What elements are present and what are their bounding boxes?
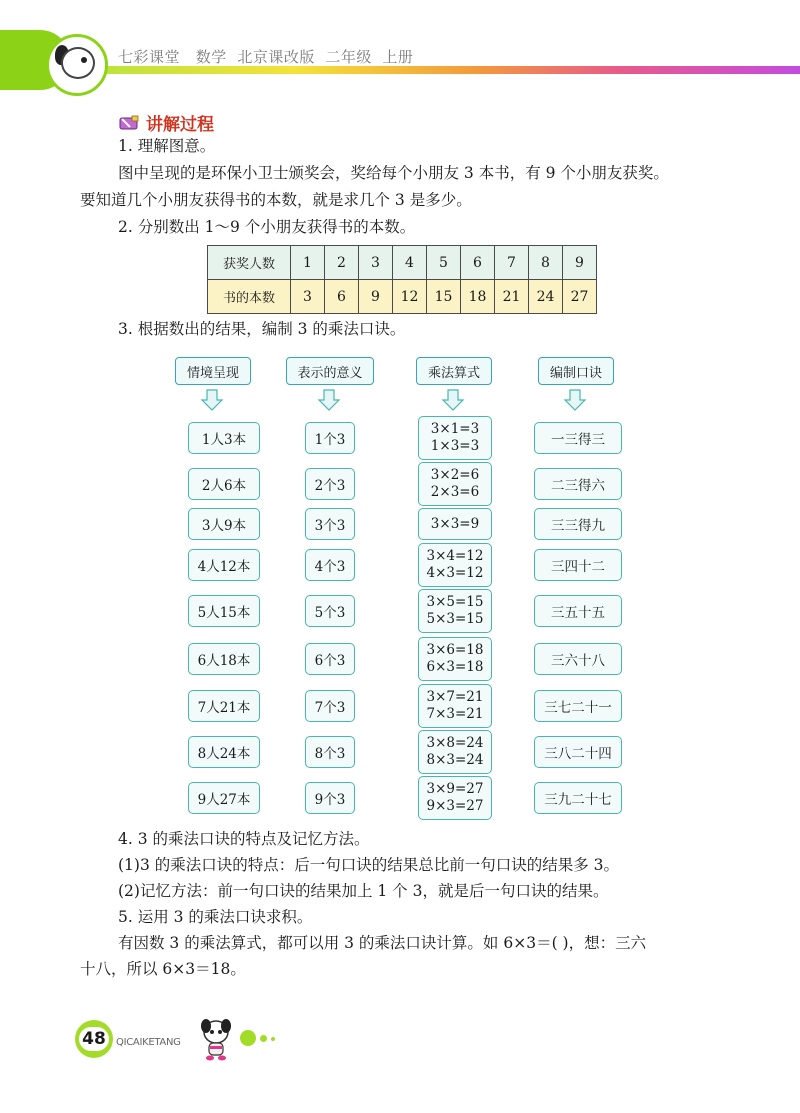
equation-line: 3×1=3 <box>430 421 480 437</box>
equation-line: 3×9=27 <box>426 781 484 797</box>
rhyme-box: 三九二十七 <box>534 782 622 814</box>
rhyme-box: 三三得九 <box>534 508 622 540</box>
table-cell: 24 <box>529 280 563 314</box>
equation-line: 4×3=12 <box>426 565 484 581</box>
equation-box <box>418 543 492 587</box>
section-title: 讲解过程 <box>146 115 214 135</box>
header-title: 七彩课堂 数学 北京课改版 二年级 上册 <box>118 48 414 66</box>
paragraph-intro-line1: 图中呈现的是环保小卫士颁奖会，奖给每个小朋友 3 本书，有 9 个小朋友获奖。 <box>118 164 669 182</box>
footer-brand: QICAIKETANG <box>116 1037 181 1048</box>
rhyme-box: 三八二十四 <box>534 736 622 768</box>
decor-dot <box>260 1035 267 1042</box>
paragraph-intro-line2: 要知道几个小朋友获得书的本数，就是求几个 3 是多少。 <box>80 191 472 209</box>
meaning-box: 6个3 <box>305 643 355 675</box>
table-cell: 9 <box>359 280 393 314</box>
meaning-box: 8个3 <box>305 736 355 768</box>
table-cell: 9 <box>563 246 597 280</box>
column-header-meaning: 表示的意义 <box>286 357 374 385</box>
arrow-down-icon <box>200 388 224 412</box>
header-rainbow-bar <box>78 66 800 74</box>
step-2: 2. 分别数出 1～9 个小朋友获得书的本数。 <box>118 218 416 236</box>
column-header-rhyme: 编制口诀 <box>538 357 614 385</box>
paragraph-usage-line1: 有因数 3 的乘法算式，都可以用 3 的乘法口诀计算。如 6×3＝( )，想：三六 <box>118 934 647 952</box>
paragraph-feature: (1)3 的乘法口诀的特点：后一句口诀的结果总比前一句口诀的结果多 3。 <box>118 856 620 874</box>
situation-box: 6人18本 <box>188 643 260 675</box>
equation-line: 2×3=6 <box>430 484 480 500</box>
rhyme-box: 三七二十一 <box>534 690 622 722</box>
step-4: 4. 3 的乘法口诀的特点及记忆方法。 <box>118 830 370 848</box>
step-1: 1. 理解图意。 <box>118 137 216 155</box>
step-3: 3. 根据数出的结果，编制 3 的乘法口诀。 <box>118 320 406 338</box>
equation-box <box>418 416 492 460</box>
table-cell: 3 <box>359 246 393 280</box>
situation-box: 7人21本 <box>188 690 260 722</box>
column-header-situation: 情境呈现 <box>175 357 251 385</box>
rhyme-box: 一三得三 <box>534 422 622 454</box>
table-cell: 2 <box>325 246 359 280</box>
page-number: 48 <box>79 1027 109 1051</box>
table-cell: 4 <box>393 246 427 280</box>
equation-line: 8×3=24 <box>426 752 484 768</box>
situation-box: 2人6本 <box>188 468 260 500</box>
situation-box: 9人27本 <box>188 782 260 814</box>
pencil-box-icon <box>118 115 140 131</box>
table-cell: 8 <box>529 246 563 280</box>
equation-line: 6×3=18 <box>426 659 484 675</box>
table-row-label: 获奖人数 <box>208 246 291 280</box>
mascot-eye-icon <box>81 57 87 63</box>
table-cell: 18 <box>461 280 495 314</box>
table-cell: 15 <box>427 280 461 314</box>
situation-box: 3人9本 <box>188 508 260 540</box>
arrow-down-icon <box>441 388 465 412</box>
rhyme-box: 三四十二 <box>534 549 622 581</box>
table-row <box>208 246 597 280</box>
table-cell: 21 <box>495 280 529 314</box>
equation-box <box>418 589 492 633</box>
table-cell: 12 <box>393 280 427 314</box>
equation-box <box>418 637 492 681</box>
section-heading <box>118 110 214 135</box>
mascot-face-icon <box>61 47 95 79</box>
paragraph-usage-line2: 十八，所以 6×3＝18。 <box>80 960 246 978</box>
equation-box <box>418 776 492 820</box>
table-cell: 6 <box>461 246 495 280</box>
equation-line: 3×8=24 <box>426 735 484 751</box>
decor-dot <box>271 1037 275 1041</box>
table-cell: 1 <box>291 246 325 280</box>
meaning-box: 7个3 <box>305 690 355 722</box>
rhyme-box: 三五十五 <box>534 595 622 627</box>
equation-box <box>418 684 492 728</box>
equation-box <box>418 508 492 540</box>
column-header-equation: 乘法算式 <box>416 357 492 385</box>
arrow-down-icon <box>563 388 587 412</box>
equation-box <box>418 462 492 506</box>
meaning-box: 1个3 <box>305 422 355 454</box>
equation-line: 3×6=18 <box>426 642 484 658</box>
equation-line: 3×4=12 <box>426 548 484 564</box>
situation-box: 8人24本 <box>188 736 260 768</box>
header-mascot-badge <box>46 34 108 96</box>
rhyme-box: 二三得六 <box>534 468 622 500</box>
table-cell: 3 <box>291 280 325 314</box>
situation-box: 1人3本 <box>188 422 260 454</box>
paragraph-memory: (2)记忆方法：前一句口诀的结果加上 1 个 3，就是后一句口诀的结果。 <box>118 882 609 900</box>
situation-box: 4人12本 <box>188 549 260 581</box>
equation-line: 7×3=21 <box>426 706 484 722</box>
mascot-icon <box>196 1018 236 1062</box>
equation-line: 9×3=27 <box>426 798 484 814</box>
equation-line: 3×7=21 <box>426 689 484 705</box>
reward-table <box>207 245 597 314</box>
meaning-box: 4个3 <box>305 549 355 581</box>
meaning-box: 9个3 <box>305 782 355 814</box>
equation-line: 3×5=15 <box>426 594 484 610</box>
step-5: 5. 运用 3 的乘法口诀求积。 <box>118 908 313 926</box>
table-cell: 7 <box>495 246 529 280</box>
meaning-box: 3个3 <box>305 508 355 540</box>
decor-dot <box>240 1030 256 1046</box>
equation-line: 3×3=9 <box>430 516 480 532</box>
equation-line: 5×3=15 <box>426 611 484 627</box>
equation-line: 1×3=3 <box>430 438 480 454</box>
meaning-box: 5个3 <box>305 595 355 627</box>
equation-line: 3×2=6 <box>430 467 480 483</box>
table-cell: 27 <box>563 280 597 314</box>
equation-box <box>418 730 492 774</box>
situation-box: 5人15本 <box>188 595 260 627</box>
arrow-down-icon <box>317 388 341 412</box>
rhyme-box: 三六十八 <box>534 643 622 675</box>
table-row <box>208 280 597 314</box>
meaning-box: 2个3 <box>305 468 355 500</box>
table-cell: 6 <box>325 280 359 314</box>
table-row-label: 书的本数 <box>208 280 291 314</box>
table-cell: 5 <box>427 246 461 280</box>
